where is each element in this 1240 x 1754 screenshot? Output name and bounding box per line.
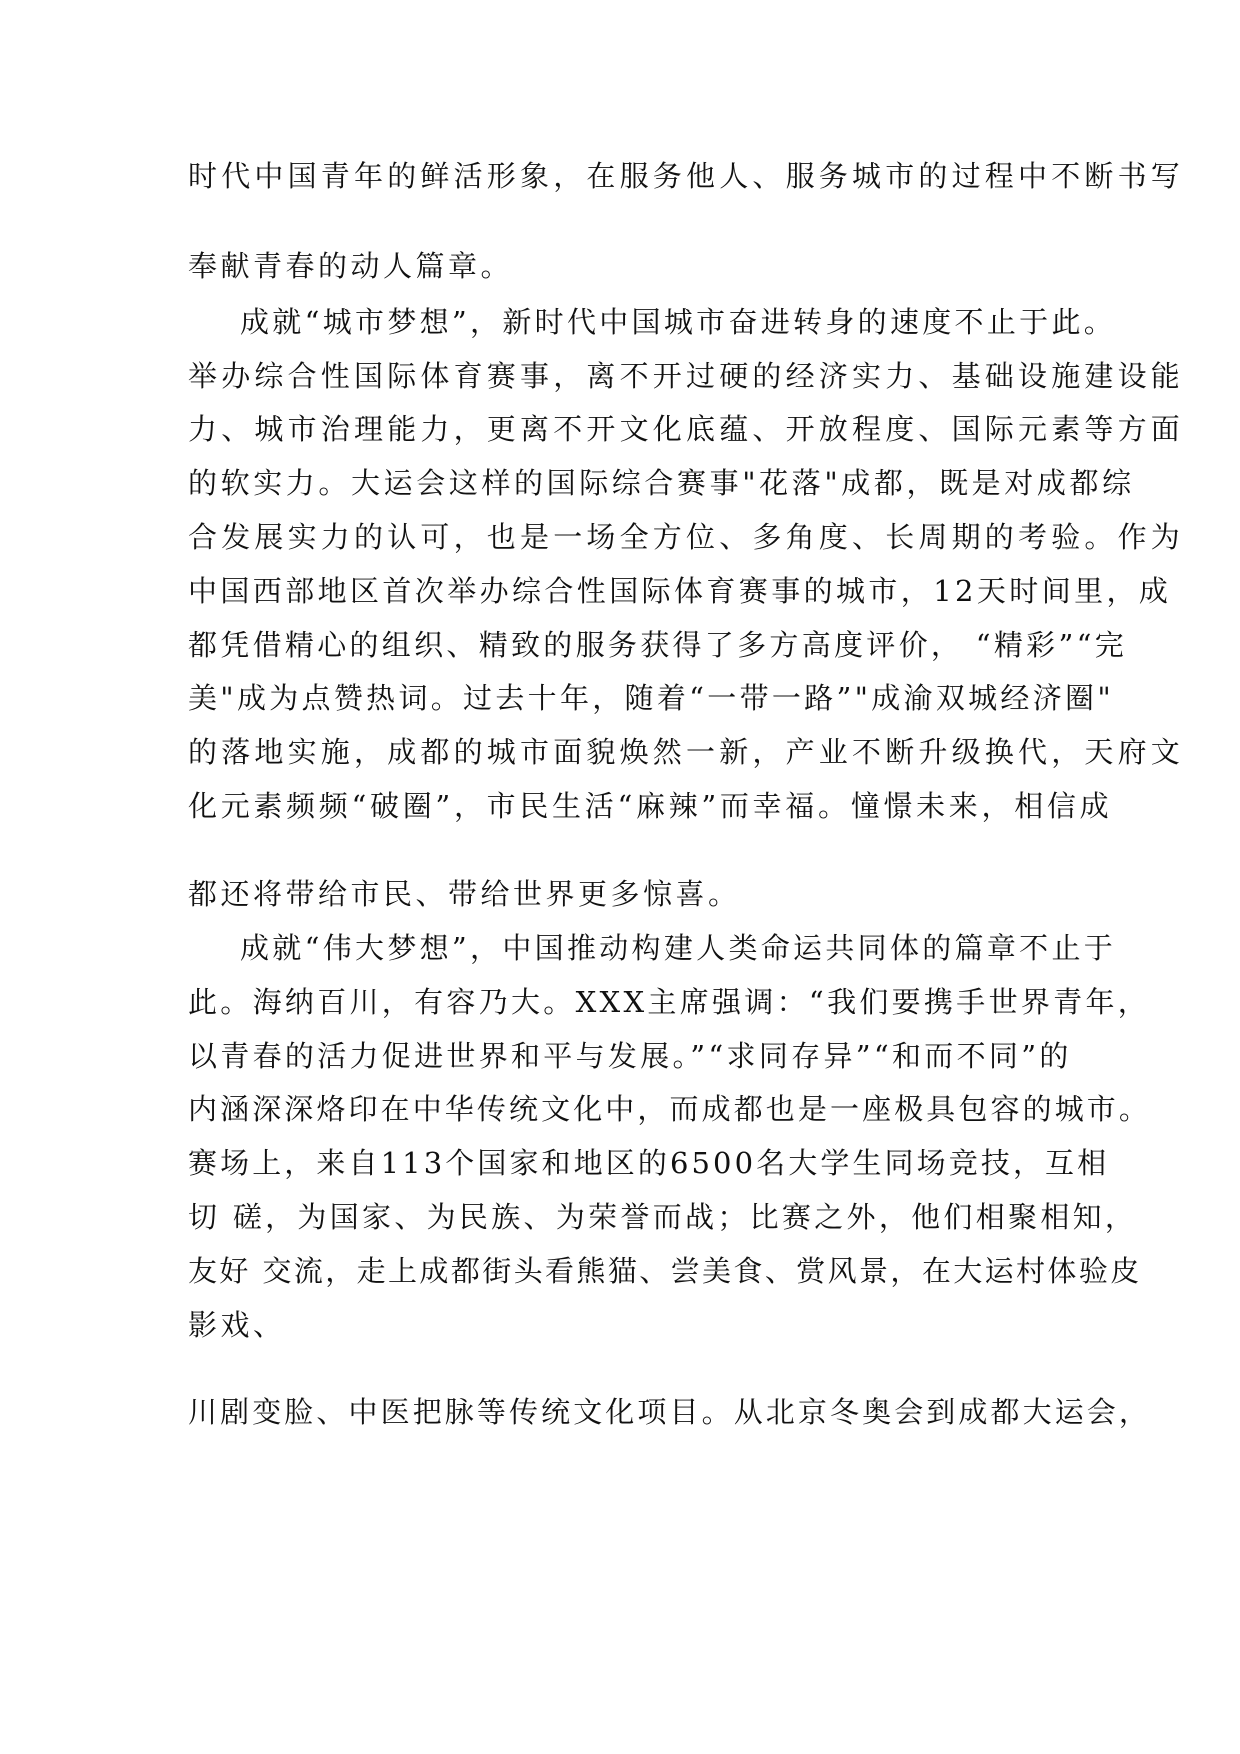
- text-line: 赛场上，来自113个国家和地区的6500名大学生同场竞技，互相: [188, 1146, 1110, 1180]
- text-line: 时代中国青年的鲜活形象，在服务他人、服务城市的过程中不断书写: [188, 159, 1185, 193]
- text-line: 美"成为点赞热词。过去十年，随着“一带一路”"成渝双城经济圈": [188, 681, 1114, 715]
- text-line: 的软实力。大运会这样的国际综合赛事"花落"成都，既是对成都综: [188, 466, 1135, 500]
- text-line: 切 磋，为国家、为民族、为荣誉而战；比赛之外，他们相聚相知，: [188, 1200, 1138, 1234]
- text-line: 影戏、: [188, 1308, 286, 1342]
- text-line: 的落地实施，成都的城市面貌焕然一新，产业不断升级换代，天府文: [188, 735, 1185, 769]
- text-line: 内涵深深烙印在中华传统文化中，而成都也是一座极具包容的城市。: [188, 1092, 1152, 1126]
- text-line: 力、城市治理能力，更离不开文化底蕴、开放程度、国际元素等方面: [188, 412, 1185, 446]
- text-line: 此。海纳百川，有容乃大。XXX主席强调：“我们要携手世界青年，: [188, 985, 1151, 1019]
- text-line: 以青春的活力促进世界和平与发展。”“求同存异”“和而不同”的: [188, 1039, 1072, 1073]
- text-line: 合发展实力的认可，也是一场全方位、多角度、长周期的考验。作为: [188, 520, 1185, 554]
- text-line: 举办综合性国际体育赛事，离不开过硬的经济实力、基础设施建设能: [188, 359, 1185, 393]
- text-line: 奉献青春的动人篇章。: [188, 249, 514, 283]
- text-line: 都凭借精心的组织、精致的服务获得了多方高度评价， “精彩”“完: [188, 628, 1127, 662]
- paragraph-first-line: 成就“城市梦想”，新时代中国城市奋进转身的速度不止于此。: [240, 305, 1117, 339]
- text-line: 友好 交流，走上成都街头看熊猫、尝美食、赏风景，在大运村体验皮: [188, 1254, 1142, 1288]
- text-line: 川剧变脸、中医把脉等传统文化项目。从北京冬奥会到成都大运会，: [188, 1395, 1152, 1429]
- text-line: 化元素频频“破圈”，市民生活“麻辣”而幸福。憧憬未来，相信成: [188, 789, 1113, 823]
- paragraph-first-line: 成就“伟大梦想”，中国推动构建人类命运共同体的篇章不止于: [240, 931, 1117, 965]
- text-line: 都还将带给市民、带给世界更多惊喜。: [188, 877, 741, 911]
- text-line: 中国西部地区首次举办综合性国际体育赛事的城市，12天时间里，成: [188, 574, 1172, 608]
